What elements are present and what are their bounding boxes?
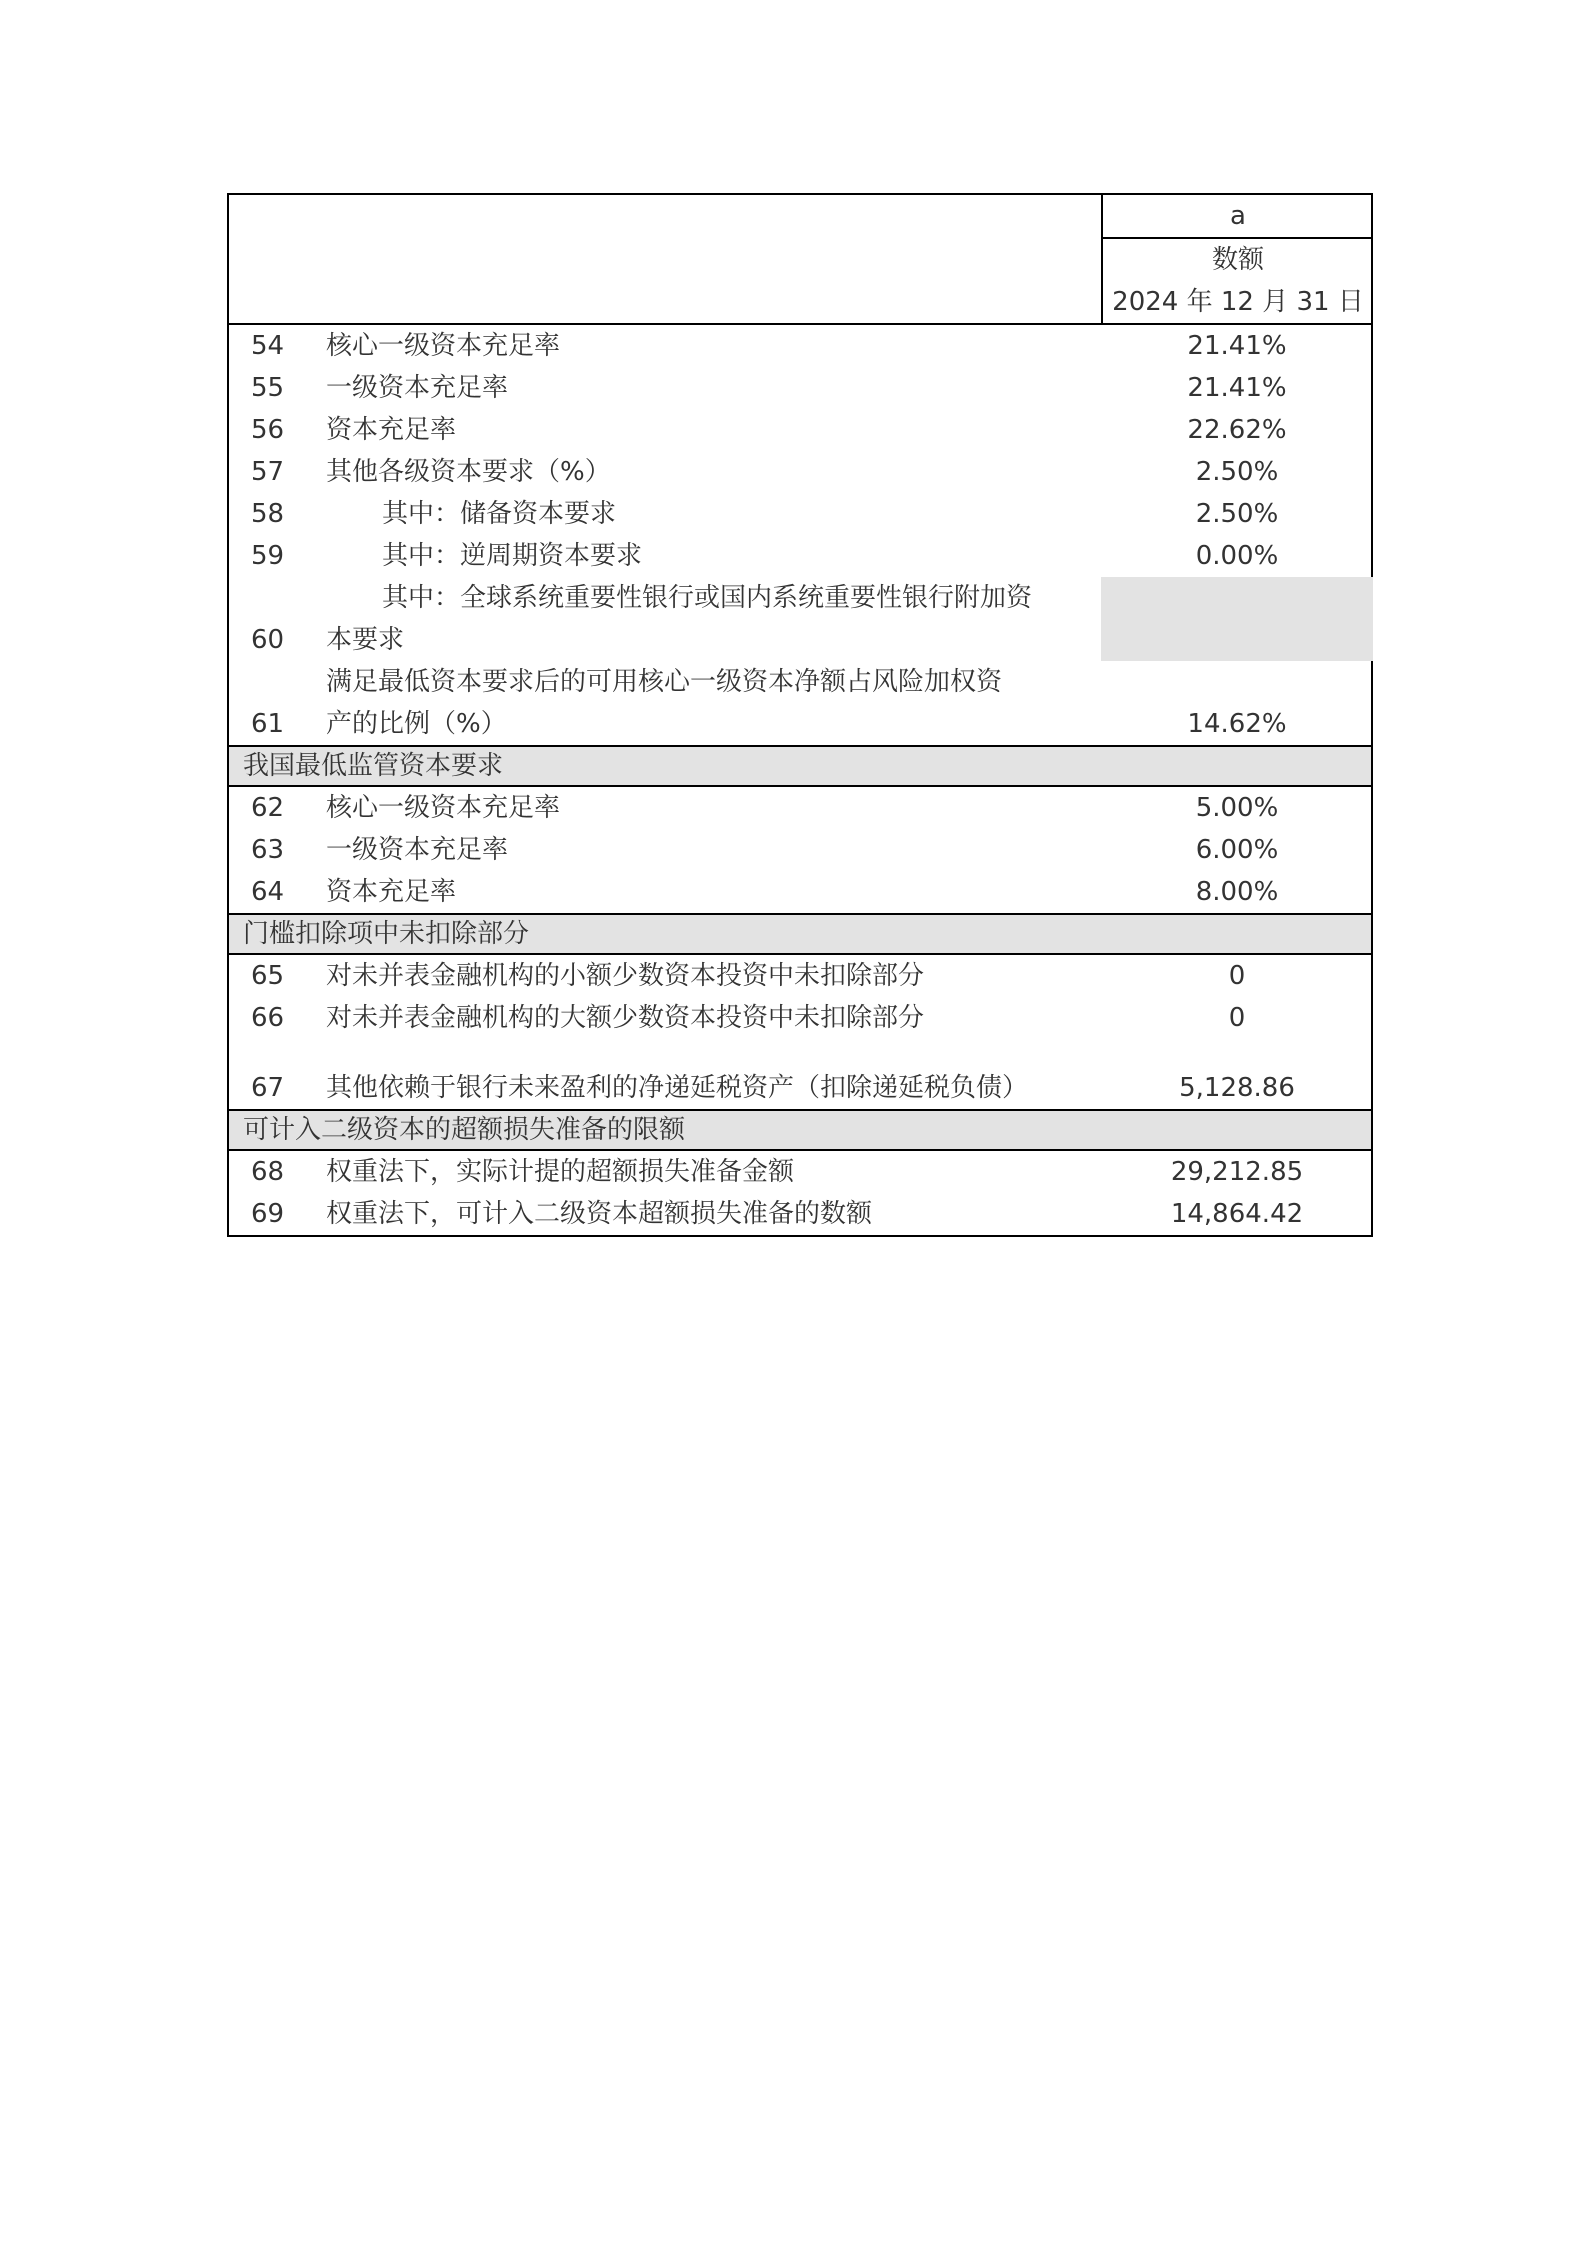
table-row — [229, 871, 1371, 913]
row-value: 8.00% — [1195, 877, 1279, 907]
row-label: 资本充足率 — [326, 415, 457, 445]
row-number: 54 — [251, 331, 285, 361]
row-value: 5.00% — [1195, 793, 1279, 823]
row-label-line1: 其中：全球系统重要性银行或国内系统重要性银行附加资 — [382, 583, 1033, 613]
row-label: 资本充足率 — [326, 877, 457, 907]
table-row — [229, 1193, 1371, 1235]
row-value: 21.41% — [1187, 331, 1287, 361]
row-number: 61 — [251, 709, 285, 739]
row-value: 22.62% — [1187, 415, 1287, 445]
row-label: 权重法下，可计入二级资本超额损失准备的数额 — [326, 1199, 873, 1229]
row-number: 58 — [251, 499, 285, 529]
row-number: 66 — [251, 1003, 285, 1033]
row-number: 69 — [251, 1199, 285, 1229]
table-row — [229, 829, 1371, 871]
section-heading: 我国最低监管资本要求 — [229, 745, 1371, 787]
row-number: 63 — [251, 835, 285, 865]
row-label: 权重法下，实际计提的超额损失准备金额 — [326, 1157, 795, 1187]
row-value: 29,212.85 — [1170, 1157, 1304, 1187]
column-date: 2024 年 12 月 31 日 — [1112, 287, 1364, 317]
row-value: 14,864.42 — [1170, 1199, 1304, 1229]
table-row — [229, 577, 1371, 661]
row-label: 其中：储备资本要求 — [382, 499, 617, 529]
shaded-value-cell — [1101, 577, 1373, 661]
table-row — [229, 535, 1371, 577]
row-label: 对未并表金融机构的小额少数资本投资中未扣除部分 — [326, 961, 925, 991]
column-title: 数额 — [1211, 245, 1264, 275]
section-heading: 可计入二级资本的超额损失准备的限额 — [229, 1109, 1371, 1151]
table-header — [229, 195, 1371, 325]
row-label-line2: 本要求 — [326, 625, 405, 655]
row-number: 65 — [251, 961, 285, 991]
row-label-line2: 产的比例（%） — [326, 709, 507, 739]
row-label: 其他各级资本要求（%） — [326, 457, 611, 487]
table-row — [229, 955, 1371, 997]
row-value: 0 — [1228, 961, 1246, 991]
table-row — [229, 325, 1371, 367]
row-number: 68 — [251, 1157, 285, 1187]
table-row — [229, 787, 1371, 829]
row-value: 0 — [1228, 1003, 1246, 1033]
row-number: 57 — [251, 457, 285, 487]
row-value: 0.00% — [1195, 541, 1279, 571]
capital-adequacy-table — [227, 193, 1373, 1237]
column-id: a — [1103, 195, 1373, 239]
row-number: 67 — [251, 1073, 285, 1103]
table-row — [229, 367, 1371, 409]
row-value: 2.50% — [1195, 457, 1279, 487]
row-label: 核心一级资本充足率 — [326, 793, 561, 823]
table-row — [229, 493, 1371, 535]
row-label: 对未并表金融机构的大额少数资本投资中未扣除部分 — [326, 1003, 925, 1033]
row-number: 59 — [251, 541, 285, 571]
row-value: 5,128.86 — [1179, 1073, 1295, 1103]
row-number: 64 — [251, 877, 285, 907]
amount-column-header — [1101, 195, 1373, 323]
row-value: 21.41% — [1187, 373, 1287, 403]
row-number: 60 — [251, 625, 285, 655]
table-row — [229, 1151, 1371, 1193]
row-label: 其他依赖于银行未来盈利的净递延税资产（扣除递延税负债） — [326, 1073, 1029, 1103]
table-row — [229, 1039, 1371, 1109]
row-label: 一级资本充足率 — [326, 835, 509, 865]
row-value: 6.00% — [1195, 835, 1279, 865]
row-value: 2.50% — [1195, 499, 1279, 529]
row-value: 14.62% — [1187, 709, 1287, 739]
row-label: 核心一级资本充足率 — [326, 331, 561, 361]
table-row — [229, 661, 1371, 745]
row-label: 其中：逆周期资本要求 — [382, 541, 643, 571]
table-row — [229, 997, 1371, 1039]
row-number: 62 — [251, 793, 285, 823]
row-label-line1: 满足最低资本要求后的可用核心一级资本净额占风险加权资 — [326, 667, 1003, 697]
row-number: 56 — [251, 415, 285, 445]
row-number: 55 — [251, 373, 285, 403]
row-label: 一级资本充足率 — [326, 373, 509, 403]
table-row — [229, 409, 1371, 451]
section-heading: 门槛扣除项中未扣除部分 — [229, 913, 1371, 955]
table-row — [229, 451, 1371, 493]
